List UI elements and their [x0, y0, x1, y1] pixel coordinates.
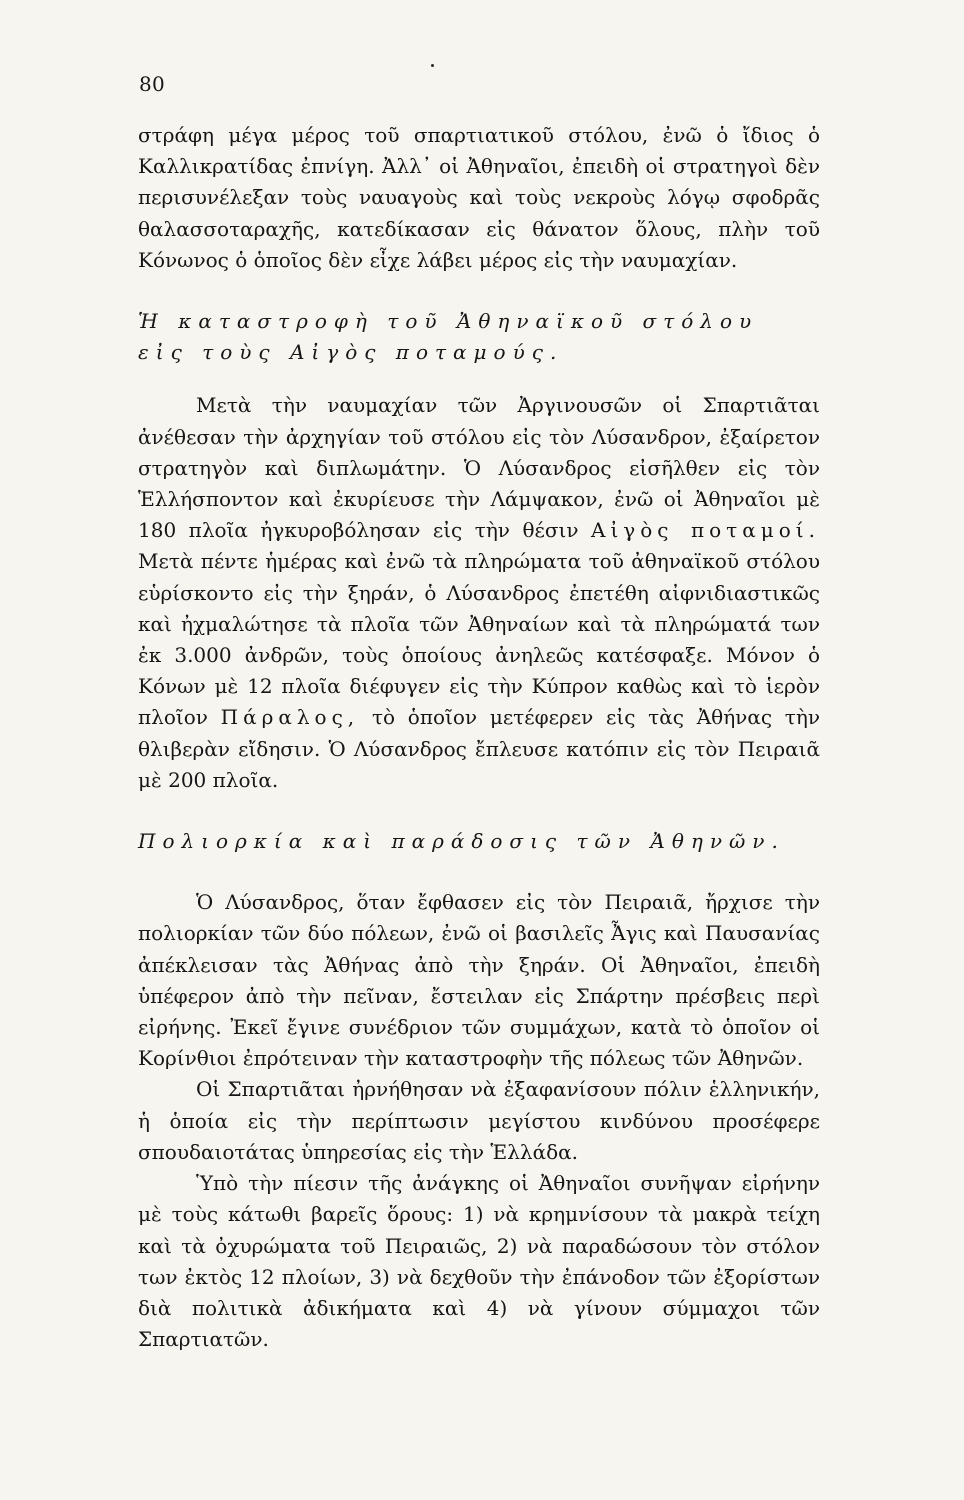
paragraph-siege: Ὁ Λύσανδρος, ὅταν ἔφθασεν εἰς τὸν Πειραιᾶ, ἤρχισε τὴν πολιορκίαν τῶν δύο πόλεων, ἐνῶ οἱ βασιλεῖς Ἆγις καὶ Παυσανίας ἀπέκλεισαν τὰς Ἀθήνας ἀπὸ τὴν ξηράν. Οἱ Ἀθηναῖοι, ἐπειδὴ ὑπέφερον ἀπὸ τὴν πεῖναν, ἔστειλαν εἰς Σπάρτην πρέσβεις περὶ εἰρήνης. Ἐκεῖ ἔγινε συνέδριον τῶν συμμάχων, κατὰ τὸ ὁποῖον οἱ Κορίνθιοι ἐπρότειναν τὴν καταστροφὴν τῆς πόλεως τῶν Ἀθηνῶν.: [138, 890, 820, 1071]
section-heading-aegospotami: Ἡ καταστροφὴ τοῦ Ἀθηναϊκοῦ στόλου εἰς τοὺς Αἰγὸς ποταμούς.: [138, 309, 759, 365]
paragraph-aegospotami: [138, 390, 820, 796]
place-name: Αἰγὸς ποταμοί.: [591, 518, 820, 543]
page-number: 80: [139, 72, 166, 96]
paragraph-text: τὸ ὁποῖον μετέφερεν εἰς τὰς Ἀθήνας τὴν θλιβερὰν εἴδησιν. Ὁ Λύσανδρος ἔπλευσε κατόπιν εἰς τὸν Πειραιᾶ μὲ 200 πλοῖα.: [138, 705, 820, 792]
paragraph-peace-terms: Ὑπὸ τὴν πίεσιν τῆς ἀνάγκης οἱ Ἀθηναῖοι συνῆψαν εἰρήνην μὲ τοὺς κάτωθι βαρεῖς ὅρους: 1) νὰ κρημνίσουν τὰ μακρὰ τείχη καὶ τὰ ὀχυρώματα τοῦ Πειραιῶς, 2) νὰ παραδώσουν τὸν στόλον των ἐκτὸς 12 πλοίων, 3) νὰ δεχθοῦν τὴν ἐπάνοδον τῶν ἐξορίστων διὰ πολιτικὰ ἀδικήματα καὶ 4) νὰ γίνουν σύμμαχοι τῶν Σπαρτιατῶν.: [138, 1171, 820, 1352]
page-body: [138, 120, 820, 1355]
section-heading-siege: Πολιορκία καὶ παράδοσις τῶν Ἀθηνῶν.: [138, 829, 785, 854]
ship-name: Πάραλος,: [220, 705, 360, 730]
paragraph-text: Μετὰ πέντε ἡμέρας καὶ ἐνῶ τὰ πληρώματα τοῦ ἀθηναϊκοῦ στόλου εὑρίσκοντο εἰς τὴν ξηράν, ὁ Λύσανδρος ἐπετέθη αἰφνιδιαστικῶς καὶ ἠχμαλώτησε τὰ πλοῖα τῶν Ἀθηναίων καὶ τὰ πληρώματά των ἐκ 3.000 ἀνδρῶν, τοὺς ὁποίους ἀνηλεῶς κατέσφαξε. Μόνον ὁ Κόνων μὲ 12 πλοῖα διέφυγεν εἰς τὴν Κύπρον καθὼς καὶ τὸ ἱερὸν πλοῖον: [138, 549, 820, 730]
paragraph-text: Μετὰ τὴν ναυμαχίαν τῶν Ἀργινουσῶν οἱ Σπαρτιᾶται ἀνέθεσαν τὴν ἀρχηγίαν τοῦ στόλου εἰς τὸν Λύσανδρον, ἐξαίρετον στρατηγὸν καὶ διπλωμάτην. Ὁ Λύσανδρος εἰσῆλθεν εἰς τὸν Ἑλλήσποντον καὶ ἐκυρίευσε τὴν Λάμψακον, ἐνῶ οἱ Ἀθηναῖοι μὲ 180 πλοῖα ἠγκυροβόλησαν εἰς τὴν θέσιν: [138, 393, 820, 543]
print-speck: [431, 64, 434, 67]
paragraph-spartans: Οἱ Σπαρτιᾶται ἠρνήθησαν νὰ ἐξαφανίσουν πόλιν ἑλληνικήν, ἡ ὁποία εἰς τὴν περίπτωσιν μεγίστου κινδύνου προσέφερε σπουδαιοτάτας ὑπηρεσίας εἰς τὴν Ἑλλάδα.: [138, 1077, 820, 1164]
intro-paragraph: στράφη μέγα μέρος τοῦ σπαρτιατικοῦ στόλου, ἐνῶ ὁ ἴδιος ὁ Καλλικρατίδας ἐπνίγη. Ἀλλ᾽ οἱ Ἀθηναῖοι, ἐπειδὴ οἱ στρατηγοὶ δὲν περισυνέλεξαν τοὺς ναυαγοὺς καὶ τοὺς νεκροὺς λόγῳ σφοδρᾶς θαλασσοταραχῆς, κατεδίκασαν εἰς θάνατον ὅλους, πλὴν τοῦ Κόνωνος ὁ ὁποῖος δὲν εἶχε λάβει μέρος εἰς τὴν ναυμαχίαν.: [138, 123, 820, 272]
